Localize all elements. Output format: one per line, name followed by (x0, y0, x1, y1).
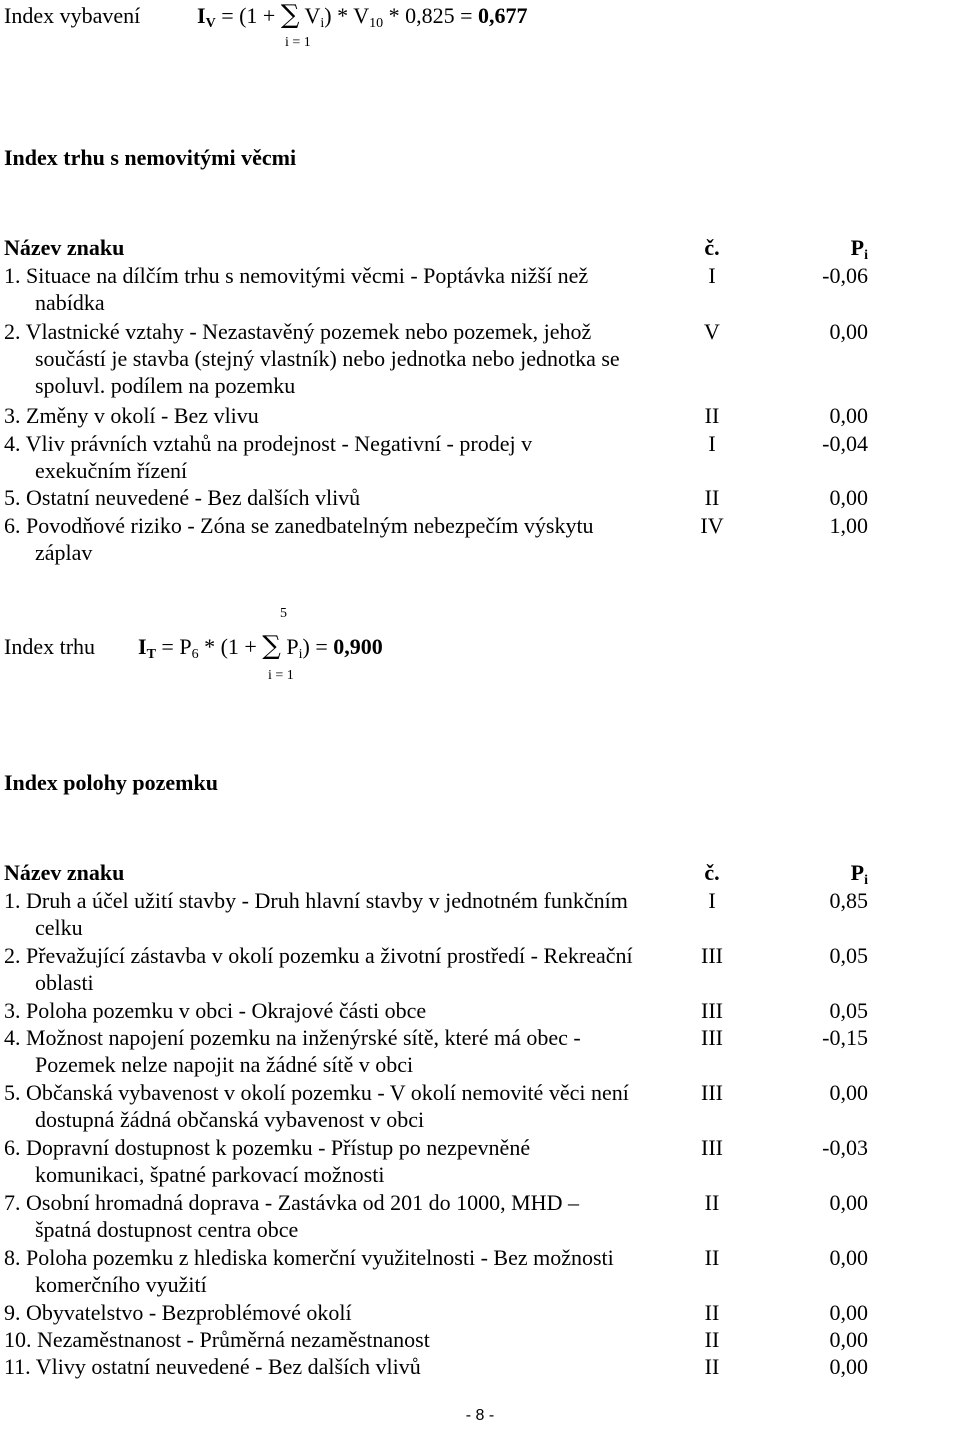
poloha-heading: Index polohy pozemku (4, 770, 218, 795)
poloha-row-p: 0,00 (829, 1080, 868, 1105)
poloha-row-c: III (701, 998, 723, 1023)
trh-row-c: IV (700, 513, 724, 538)
poloha-row-c: III (701, 1080, 723, 1105)
poloha-col-c: č. (704, 860, 720, 885)
poloha-col-name: Název znaku (4, 860, 125, 885)
trh-row-p: 1,00 (829, 513, 868, 538)
trh-col-p: $P_i$ (850, 235, 868, 263)
index-vybaveni-result: 0,677 (478, 3, 528, 28)
index-trhu-label: Index trhu (4, 634, 96, 659)
poloha-row-c: III (701, 1135, 723, 1160)
poloha-row-p: -0,15 (822, 1025, 868, 1050)
index-trhu-result: 0,900 (333, 634, 383, 659)
poloha-row-p: 0,00 (829, 1190, 868, 1215)
trh-heading: Index trhu s nemovitými věcmi (4, 145, 297, 170)
sum-symbol-icon: ∑ (262, 631, 281, 661)
poloha-row-p: 0,05 (829, 998, 868, 1023)
index-trhu-formula: $I_T = P_6 * (1$ + ∑ $P_i) = 0,900$ (138, 631, 383, 662)
trh-row-c: II (704, 403, 720, 428)
poloha-row-c: II (704, 1354, 720, 1379)
poloha-row-p: 0,05 (829, 943, 868, 968)
poloha-row-p: 0,00 (829, 1327, 868, 1352)
trh-row-p: 0,00 (829, 485, 868, 510)
trh-col-c: č. (704, 235, 720, 260)
poloha-row-c: II (704, 1245, 720, 1270)
index-vybaveni-formula: $I_V = (1$ + ∑ $V_i) * V_{10} * 0,825 = 0,677$ (197, 0, 528, 31)
poloha-row-p: 0,00 (829, 1354, 868, 1379)
poloha-col-p: $P_i$ (850, 860, 868, 888)
poloha-row-c: I (708, 888, 716, 913)
index-vybaveni-sum-lower: i = 1 (285, 35, 311, 50)
trh-col-name: Název znaku (4, 235, 125, 260)
index-trhu-sum-lower: i = 1 (268, 668, 294, 683)
trh-row-p: -0,06 (822, 263, 868, 288)
poloha-row-c: II (704, 1327, 720, 1352)
poloha-row-c: II (704, 1300, 720, 1325)
poloha-row-p: 0,00 (829, 1245, 868, 1270)
poloha-row-p: 0,00 (829, 1300, 868, 1325)
poloha-row-c: III (701, 1025, 723, 1050)
index-trhu-sum-upper: 5 (280, 606, 287, 621)
sum-symbol-icon: ∑ (280, 0, 300, 30)
trh-row-c: I (708, 431, 716, 456)
trh-row-c: II (704, 485, 720, 510)
poloha-row-c: II (704, 1190, 720, 1215)
trh-row-c: V (704, 319, 720, 344)
page-number: - 8 - (465, 1407, 495, 1424)
trh-row-c: I (708, 263, 716, 288)
poloha-row-p: -0,03 (822, 1135, 868, 1160)
trh-row-p: 0,00 (829, 319, 868, 344)
trh-row-p: -0,04 (822, 431, 868, 456)
index-vybaveni-label: Index vybavení (4, 3, 141, 28)
poloha-row-p: 0,85 (829, 888, 868, 913)
trh-row-p: 0,00 (829, 403, 868, 428)
poloha-row-c: III (701, 943, 723, 968)
